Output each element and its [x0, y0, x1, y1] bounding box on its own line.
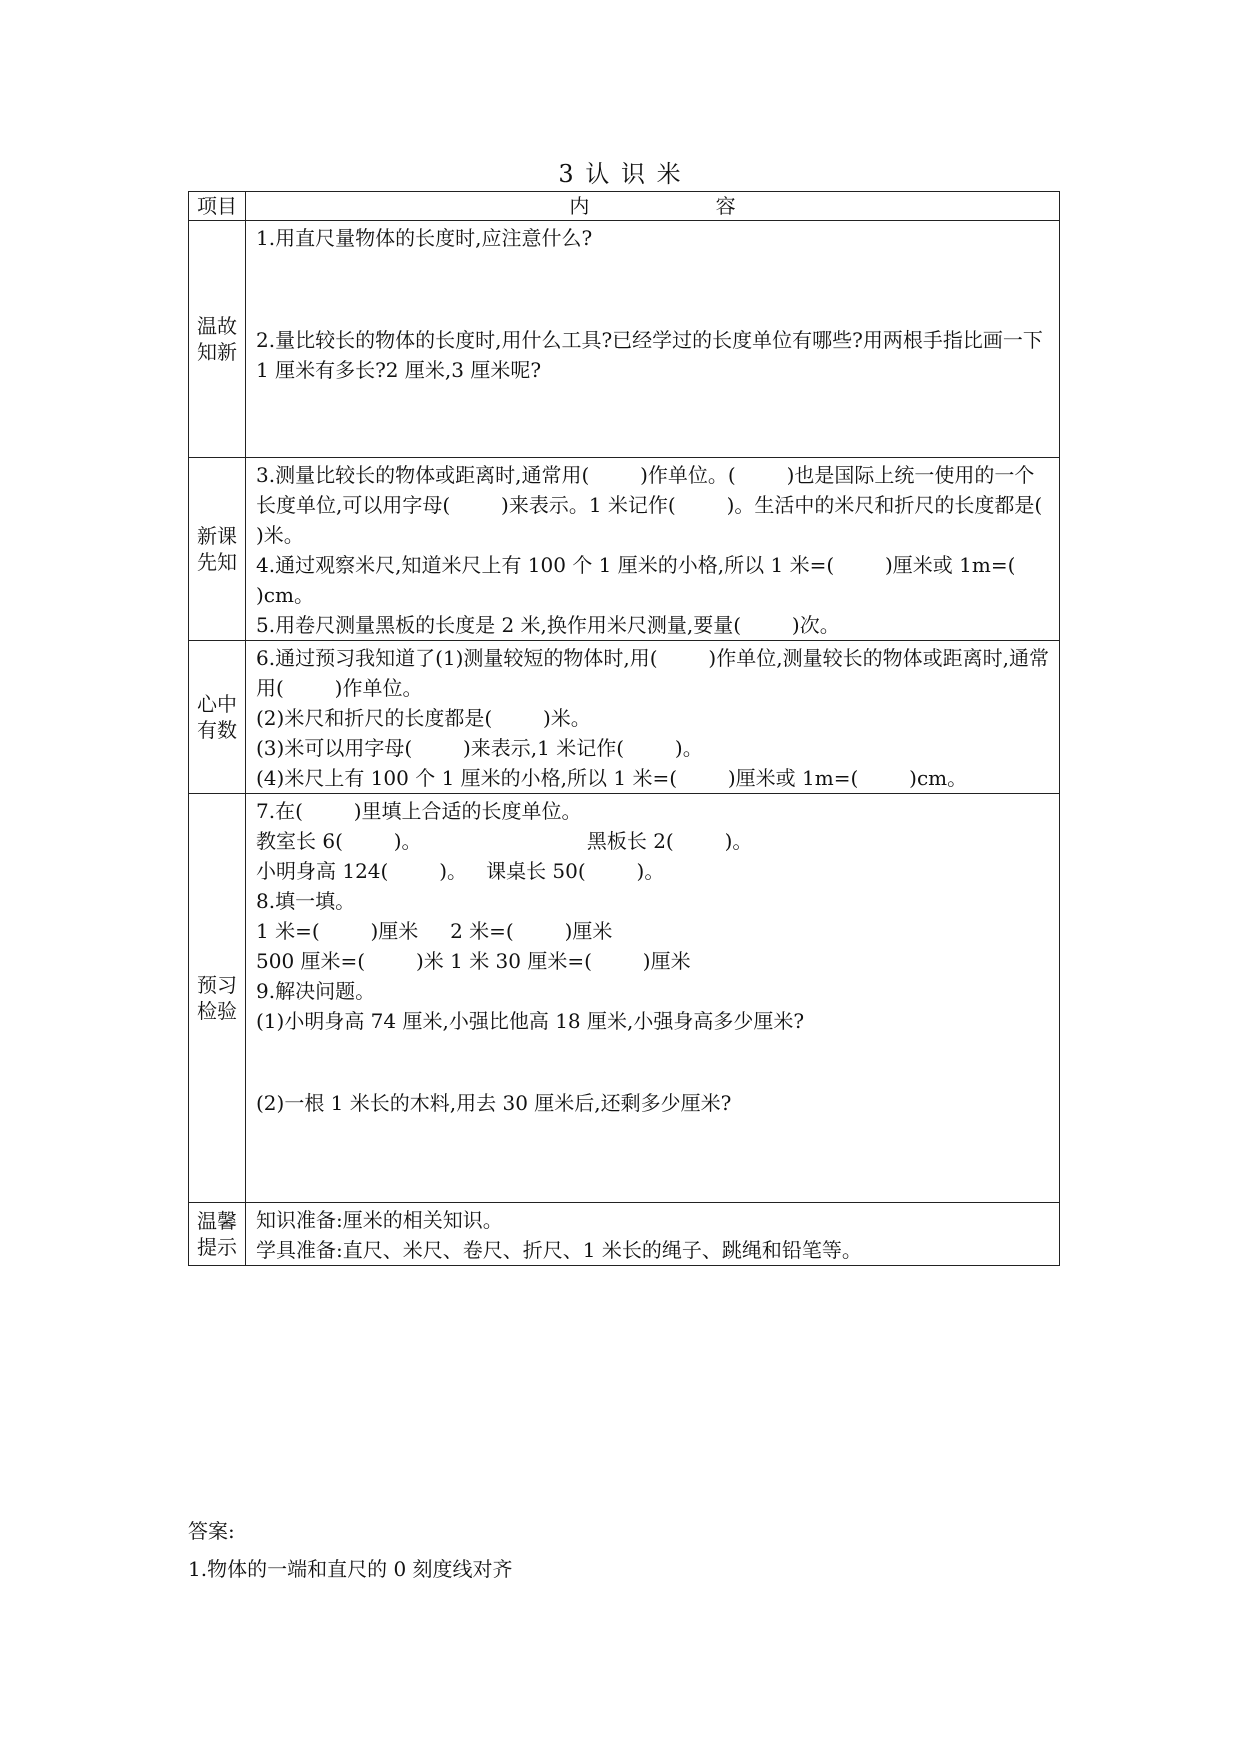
- section-review-row: [189, 221, 1060, 458]
- header-content: 内 容: [246, 192, 1060, 221]
- section-content: [246, 794, 1060, 1203]
- section-content: [246, 458, 1094, 641]
- question-6: 6.通过预习我知道了(1)测量较短的物体时,用( )作单位,测量较长的物体或距离时,通常用( )作单位。: [256, 646, 1049, 700]
- section-label: 新课先知: [189, 458, 246, 641]
- preview-worksheet-table: [188, 191, 1094, 1266]
- table-header-row: [189, 192, 1060, 221]
- question-6-3: (3)米可以用字母( )来表示,1 米记作( )。: [256, 736, 703, 760]
- tip-tools: 学具准备:直尺、米尺、卷尺、折尺、1 米长的绳子、跳绳和铅笔等。: [256, 1238, 862, 1262]
- section-content: [246, 641, 1060, 794]
- question-3: 3.测量比较长的物体或距离时,通常用( )作单位。( )也是国际上统一使用的一个长度单位,可以用字母( )来表示。1 米记作( )。生活中的米尺和折尺的长度都是( )米。: [256, 463, 1094, 547]
- question-8-b: 500 厘米=( )米 1 米 30 厘米=( )厘米: [256, 949, 691, 973]
- section-label: 预习检验: [189, 794, 246, 1203]
- section-check-row: [189, 794, 1060, 1203]
- section-label: 温故知新: [189, 221, 246, 458]
- question-8: 8.填一填。: [256, 889, 356, 913]
- question-8-a: 1 米=( )厘米 2 米=( )厘米: [256, 919, 613, 943]
- header-item: 项目: [189, 192, 246, 221]
- question-7: 7.在( )里填上合适的长度单位。: [256, 799, 582, 823]
- answers-block: [188, 1512, 513, 1588]
- section-content: [246, 221, 1060, 458]
- question-1: 1.用直尺量物体的长度时,应注意什么?: [256, 226, 593, 250]
- question-6-2: (2)米尺和折尺的长度都是( )米。: [256, 706, 591, 730]
- question-2: 2.量比较长的物体的长度时,用什么工具?已经学过的长度单位有哪些?用两根手指比画一下 1 厘米有多长?2 厘米,3 厘米呢?: [256, 328, 1050, 382]
- section-content: [246, 1203, 1060, 1266]
- tip-knowledge: 知识准备:厘米的相关知识。: [256, 1208, 503, 1232]
- answer-1: 1.物体的一端和直尺的 0 刻度线对齐: [188, 1557, 513, 1581]
- question-6-4: (4)米尺上有 100 个 1 厘米的小格,所以 1 米=( )厘米或 1m=( )cm。: [256, 766, 968, 790]
- page-title: 3 认 识 米: [558, 160, 683, 188]
- answers-heading: 答案:: [188, 1519, 235, 1543]
- section-label: 温馨提示: [189, 1203, 246, 1266]
- section-label: 心中有数: [189, 641, 246, 794]
- section-tips-row: [189, 1203, 1060, 1266]
- question-5: 5.用卷尺测量黑板的长度是 2 米,换作用米尺测量,要量( )次。: [256, 613, 840, 637]
- question-9-1: (1)小明身高 74 厘米,小强比他高 18 厘米,小强身高多少厘米?: [256, 1009, 805, 1033]
- question-7-b: 小明身高 124( )。 课桌长 50( )。: [256, 859, 665, 883]
- section-new-lesson-row: [189, 458, 1060, 641]
- question-4: 4.通过观察米尺,知道米尺上有 100 个 1 厘米的小格,所以 1 米=( )厘米或 1m=( )cm。: [256, 553, 1067, 607]
- question-9-2: (2)一根 1 米长的木料,用去 30 厘米后,还剩多少厘米?: [256, 1091, 732, 1115]
- section-summary-row: [189, 641, 1060, 794]
- question-7-a: 教室长 6( )。 黑板长 2( )。: [256, 829, 753, 853]
- question-9: 9.解决问题。: [256, 979, 376, 1003]
